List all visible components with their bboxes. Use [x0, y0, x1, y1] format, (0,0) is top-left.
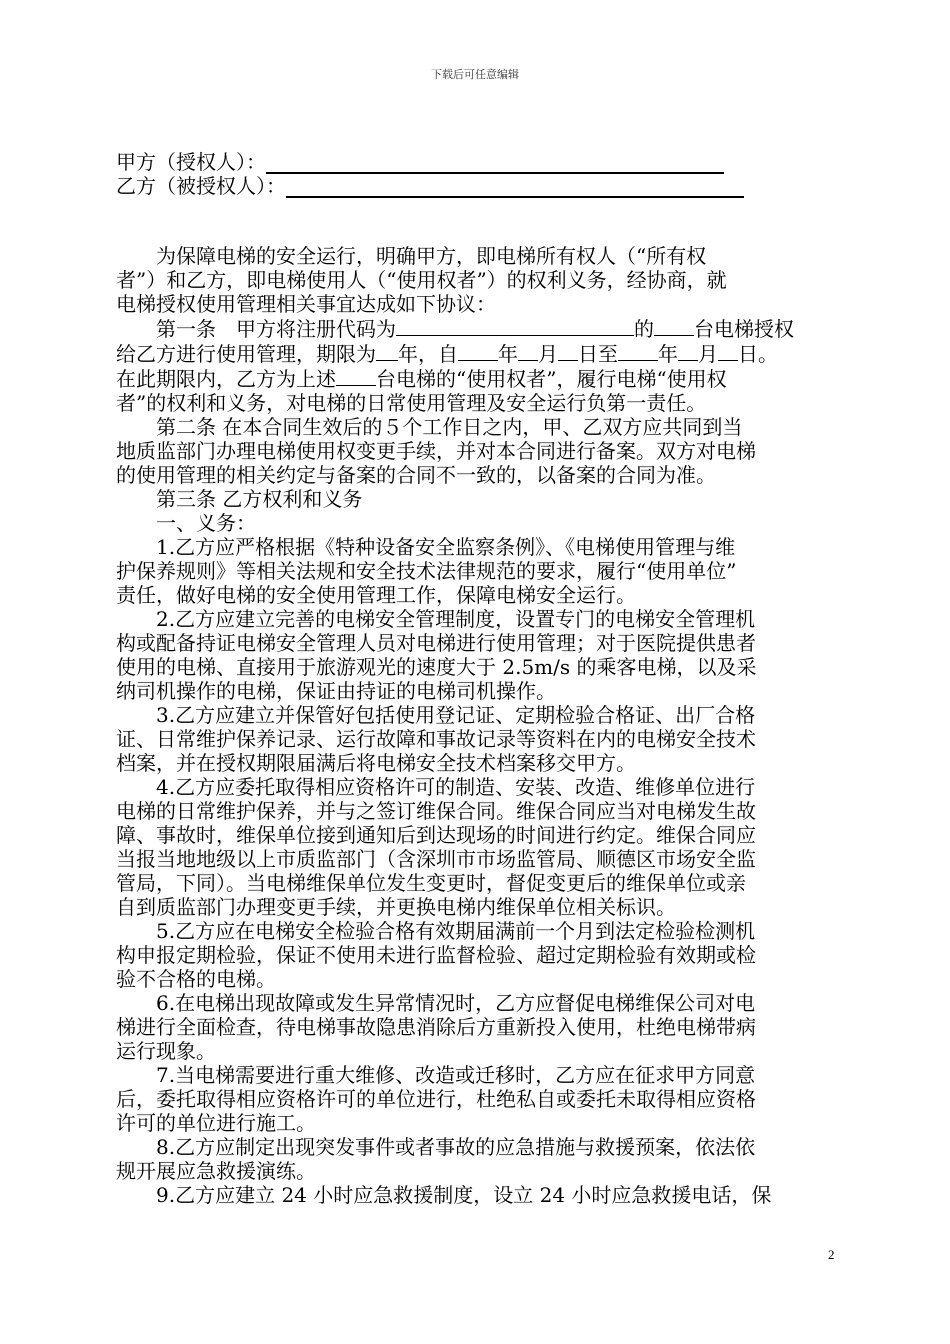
- article1-line: [116, 366, 838, 391]
- body-paragraphs: [116, 415, 838, 1207]
- page-number: 2: [828, 1247, 835, 1262]
- body-line: 第三条 乙方权利和义务: [116, 487, 363, 511]
- body-line: 的使用管理的相关约定与备案的合同不一致的，以备案的合同为准。: [116, 463, 716, 487]
- text-run: 第一条 甲方将注册代码为: [116, 317, 396, 341]
- body-line: 地质监部门办理电梯使用权变更手续，并对本合同进行备案。双方对电梯: [116, 439, 756, 463]
- body-line: 构申报定期检验，保证不使用未进行监督检验、超过定期检验有效期或检: [116, 943, 756, 967]
- end-day-blank: [718, 341, 738, 361]
- article1-line: [116, 316, 838, 341]
- text-run: 月: [538, 342, 558, 366]
- body-line: 运行现象。: [116, 1039, 216, 1063]
- term-years-blank: [376, 341, 398, 361]
- text-run: 年: [498, 342, 518, 366]
- body-line: 许可的单位进行施工。: [116, 1111, 316, 1135]
- end-month-blank: [678, 341, 698, 361]
- text-run: 日。: [738, 342, 778, 366]
- body-line: 构或配备持证电梯安全管理人员对电梯进行使用管理；对于医院提供患者: [116, 631, 756, 655]
- body-line: 8.乙方应制定出现突发事件或者事故的应急措施与救援预案，依法依: [116, 1135, 756, 1159]
- body-line: 管局，下同）。当电梯维保单位发生变更时，督促变更后的维保单位或亲: [116, 871, 746, 895]
- text-run: 月: [698, 342, 718, 366]
- start-year-blank: [458, 341, 498, 361]
- body-line: 当报当地地级以上市质监部门（含深圳市市场监管局、顺德区市场安全监: [116, 847, 756, 871]
- body-line: 规开展应急救援演练。: [116, 1159, 316, 1183]
- elevator-count-blank: [654, 316, 694, 336]
- text-run: 给乙方进行使用管理，期限为: [116, 342, 376, 366]
- body-line: 使用的电梯、直接用于旅游观光的速度大于 2.5m/s 的乘客电梯，以及采: [116, 655, 757, 679]
- body-line: 证、日常维护保养记录、运行故障和事故记录等资料在内的电梯安全技术: [116, 727, 756, 751]
- intro-line: 电梯授权使用管理相关事宜达成如下协议：: [116, 292, 496, 316]
- body-line: 验不合格的电梯。: [116, 967, 276, 991]
- elevator-count-blank-2: [336, 366, 376, 386]
- party-b-label: 乙方（被授权人）：: [116, 174, 286, 198]
- body-line: 9.乙方应建立 24 小时应急救援制度，设立 24 小时应急救援电话，保: [116, 1183, 772, 1207]
- body-line: 电梯的日常维护保养，并与之签订维保合同。维保合同应当对电梯发生故: [116, 799, 756, 823]
- body-line: 5.乙方应在电梯安全检验合格有效期届满前一个月到法定检验检测机: [116, 919, 756, 943]
- body-line: 护保养规则》等相关法规和安全技术法律规范的要求，履行“使用单位”: [116, 559, 737, 583]
- body-line: 7.当电梯需要进行重大维修、改造或迁移时，乙方应在征求甲方同意: [116, 1063, 756, 1087]
- body-line: 档案，并在授权期限届满后将电梯安全技术档案移交甲方。: [116, 751, 636, 775]
- article1-line: [116, 341, 838, 366]
- party-a-blank: [266, 152, 724, 174]
- end-year-blank: [618, 341, 658, 361]
- body-line: 2.乙方应建立完善的电梯安全管理制度，设置专门的电梯安全管理机: [116, 607, 756, 631]
- intro-line: 者”）和乙方，即电梯使用人（“使用权者”）的权利义务，经协商，就: [116, 268, 727, 292]
- body-line: 1.乙方应严格根据《特种设备安全监察条例》、《电梯使用管理与维: [116, 535, 736, 559]
- registration-code-blank: [396, 316, 634, 336]
- text-run: 在此期限内，乙方为上述: [116, 367, 336, 391]
- body-line: 一、义务：: [116, 511, 256, 535]
- body-line: 障、事故时，维保单位接到通知后到达现场的时间进行约定。维保合同应: [116, 823, 756, 847]
- text-run: 台电梯的“使用权者”，履行电梯“使用权: [376, 367, 727, 391]
- header-note: 下载后可任意编辑: [431, 68, 519, 81]
- body-line: 4.乙方应委托取得相应资格许可的制造、安装、改造、维修单位进行: [116, 775, 756, 799]
- body-line: 责任，做好电梯的安全使用管理工作，保障电梯安全运行。: [116, 583, 636, 607]
- party-b-line: [116, 174, 838, 198]
- body-line: 3.乙方应建立并保管好包括使用登记证、定期检验合格证、出厂合格: [116, 703, 756, 727]
- body-line: 第二条 在本合同生效后的５个工作日之内，甲、乙双方应共同到当: [116, 415, 743, 439]
- start-month-blank: [518, 341, 538, 361]
- text-run: 日至: [578, 342, 618, 366]
- party-b-blank: [286, 176, 744, 198]
- article1-line: 者”的权利和义务，对电梯的日常使用管理及安全运行负第一责任。: [116, 391, 707, 415]
- body-line: 纳司机操作的电梯，保证由持证的电梯司机操作。: [116, 679, 556, 703]
- intro-line: 为保障电梯的安全运行，明确甲方，即电梯所有权人（“所有权: [116, 244, 707, 268]
- text-run: 的: [634, 317, 654, 341]
- spacer: [116, 198, 838, 244]
- body-line: 后，委托取得相应资格许可的单位进行，杜绝私自或委托未取得相应资格: [116, 1087, 756, 1111]
- start-day-blank: [558, 341, 578, 361]
- text-run: 台电梯授权: [694, 317, 794, 341]
- document-body: [116, 150, 838, 1207]
- party-a-label: 甲方（授权人）：: [116, 150, 266, 174]
- text-run: 年: [658, 342, 678, 366]
- text-run: 年，自: [398, 342, 458, 366]
- body-line: 自到质监部门办理变更手续，并更换电梯内维保单位相关标识。: [116, 895, 676, 919]
- party-a-line: [116, 150, 838, 174]
- body-line: 梯进行全面检查，待电梯事故隐患消除后方重新投入使用，杜绝电梯带病: [116, 1015, 756, 1039]
- body-line: 6.在电梯出现故障或发生异常情况时，乙方应督促电梯维保公司对电: [116, 991, 756, 1015]
